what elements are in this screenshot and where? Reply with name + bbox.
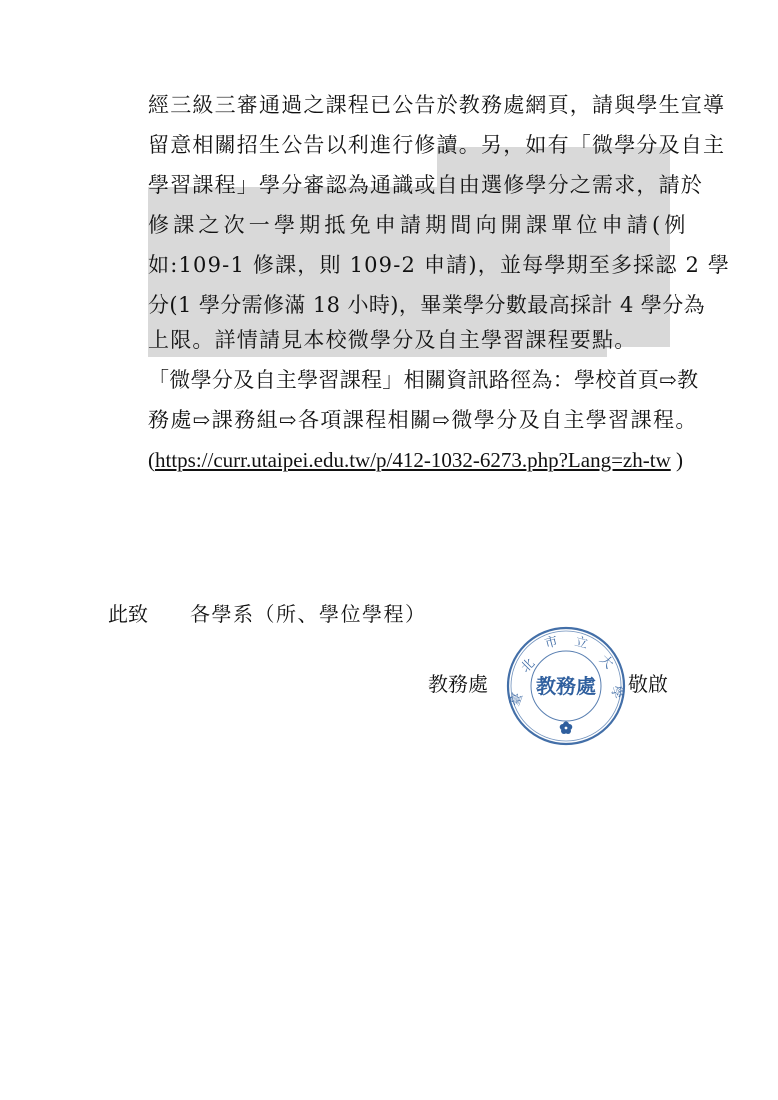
sender: 教務處: [428, 672, 488, 696]
svg-text:市: 市: [543, 634, 560, 652]
svg-text:北: 北: [518, 656, 539, 676]
course-info-link[interactable]: https://curr.utaipei.edu.tw/p/412-1032-6273.php?Lang=zh-tw: [155, 448, 671, 472]
svg-text:學: 學: [607, 684, 625, 701]
svg-text:臺: 臺: [507, 691, 527, 709]
svg-text:立: 立: [572, 634, 590, 653]
paragraph1-line6: 分(1 學分需修滿 18 小時)，畢業學分數最高採計 4 學分為: [148, 293, 706, 317]
paragraph1-line3: 學習課程」學分審認為通識或自由選修學分之需求，請於: [148, 173, 703, 197]
seal-icon: [505, 625, 627, 747]
paragraph1-line7: 上限。詳情請見本校微學分及自主學習課程要點。: [148, 328, 637, 352]
paragraph1-line2-highlight: 另，如有「微學分及自主: [481, 133, 726, 157]
paragraph2-url-line: [148, 442, 683, 478]
paragraph1-line1: 經三級三審通過之課程已公告於教務處網頁，請與學生宣導: [148, 93, 726, 117]
url-open-paren: (: [148, 448, 155, 472]
official-seal-stamp: [505, 625, 627, 747]
svg-text:教務處: 教務處: [536, 674, 596, 698]
svg-text:大: 大: [596, 652, 616, 673]
salutation: 此致: [108, 602, 148, 626]
paragraph1-line4: 修課之次一學期抵免申請期間向開課單位申請(例: [148, 213, 690, 237]
url-close-paren: ): [670, 448, 683, 472]
paragraph1-line5: 如:109-1 修課，則 109-2 申請)，並每學期至多採認 2 學: [148, 253, 731, 277]
sign-off: 敬啟: [628, 672, 668, 696]
recipients: 各學系（所、學位學程）: [190, 602, 427, 626]
paragraph1-line2-plain: 留意相關招生公告以利進行修讀。: [148, 133, 481, 157]
paragraph2-line2: 務處⇨課務組⇨各項課程相關⇨微學分及自主學習課程。: [148, 408, 698, 432]
paragraph2-line1: 「微學分及自主學習課程」相關資訊路徑為：學校首頁⇨教: [148, 368, 699, 392]
paragraph1-line2: [148, 127, 725, 163]
